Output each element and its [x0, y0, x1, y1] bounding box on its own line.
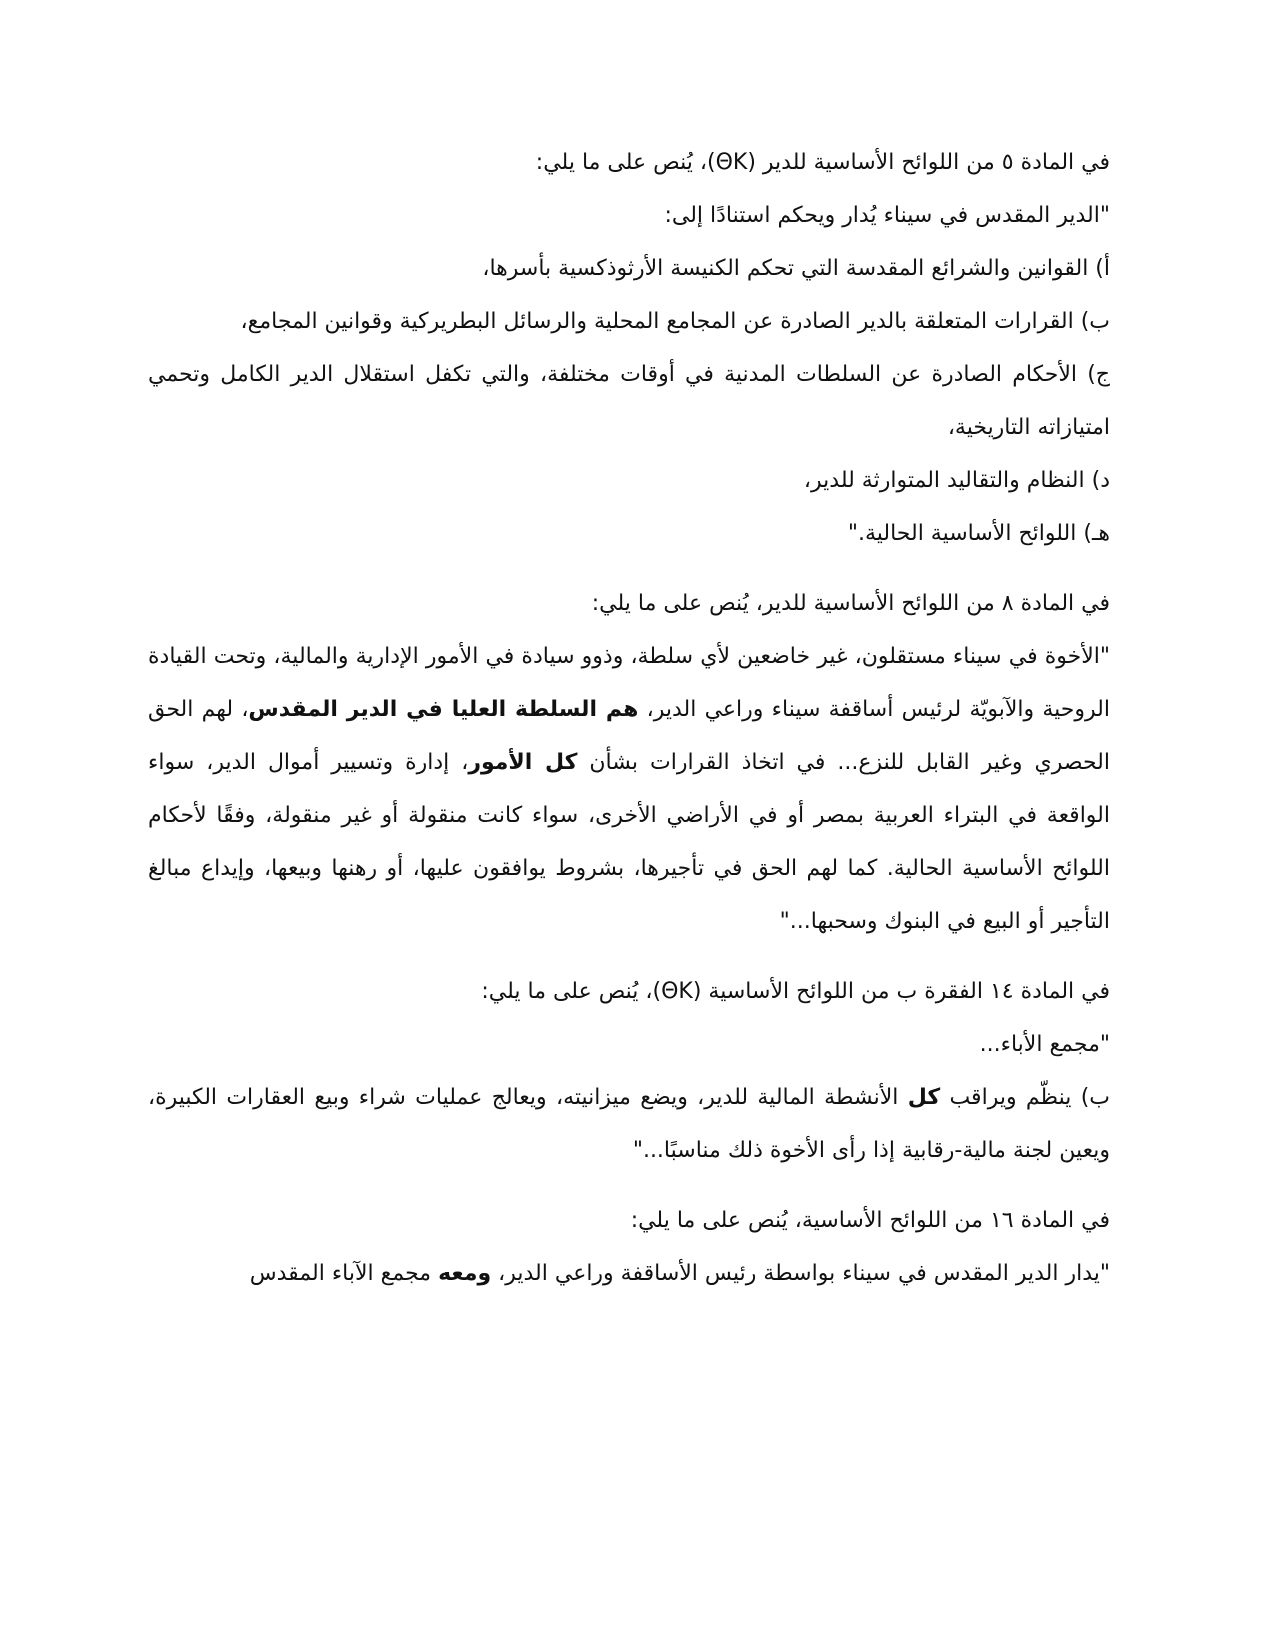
article-5-heading: في المادة ٥ من اللوائح الأساسية للدير (ΘK)، يُنص على ما يلي: — [535, 150, 1110, 175]
article-5-item-e: هـ) اللوائح الأساسية الحالية." — [847, 521, 1110, 546]
article-5-item-b: ب) القرارات المتعلقة بالدير الصادرة عن المجامع المحلية والرسائل البطريركية وقوانين المجامع، — [240, 309, 1110, 334]
article-8-quote — [148, 630, 1110, 948]
article-14-heading: في المادة ١٤ الفقرة ب من اللوائح الأساسية (ΘK)، يُنص على ما يلي: — [481, 979, 1110, 1004]
article-8-quote-part3: ، إدارة وتسيير أموال الدير، سواء الواقعة في البتراء العربية بمصر أو في الأراضي الأخرى، سواء كانت منقولة أو غير منقولة، وفقًا لأحكام اللوائح الأساسية الحالية. كما لهم الحق في تأجيرها، بشروط يوافقون عليها، أو رهنها وبيعها، وإيداع مبالغ التأجير أو البيع في البنوك وسحبها..." — [148, 750, 1110, 934]
article-8-quote-part2: ، لهم الحق الحصري وغير القابل للنزع... في اتخاذ القرارات بشأن — [148, 697, 1110, 775]
article-16-quote — [148, 1247, 1110, 1300]
document-page — [148, 136, 1110, 1300]
article-5-intro: "الدير المقدس في سيناء يُدار ويحكم استنادًا إلى: — [664, 203, 1110, 228]
article-5-item-d: د) النظام والتقاليد المتوارثة للدير، — [803, 468, 1110, 493]
article-14-section — [148, 965, 1110, 1177]
article-8-bold-supreme-authority: هم السلطة العليا في الدير المقدس — [248, 697, 639, 722]
article-16-quote-part1: "يدار الدير المقدس في سيناء بواسطة رئيس الأساقفة وراعي الدير، — [491, 1261, 1110, 1286]
article-5-item-a: أ) القوانين والشرائع المقدسة التي تحكم الكنيسة الأرثوذكسية بأسرها، — [482, 256, 1110, 281]
article-8-heading: في المادة ٨ من اللوائح الأساسية للدير، يُنص على ما يلي: — [591, 591, 1110, 616]
article-16-heading: في المادة ١٦ من اللوائح الأساسية، يُنص على ما يلي: — [630, 1208, 1110, 1233]
article-14-bold-all: كل — [907, 1085, 941, 1110]
article-16-quote-part2: مجمع الآباء المقدس — [249, 1261, 439, 1286]
article-16-bold-with-him: ومعه — [438, 1261, 492, 1286]
article-5-section — [148, 136, 1110, 560]
article-8-section — [148, 577, 1110, 948]
article-14-quote-part2: الأنشطة المالية للدير، ويضع ميزانيته، ويعالج عمليات شراء وبيع العقارات الكبيرة، ويعين لجنة مالية-رقابية إذا رأى الأخوة ذلك مناسبًا..." — [148, 1085, 1110, 1163]
article-8-quote-part1: "الأخوة في سيناء مستقلون، غير خاضعين لأي سلطة، وذوو سيادة في الأمور الإدارية والمالية، وتحت القيادة الروحية والآبويّة لرئيس أساقفة سيناء وراعي الدير، — [148, 644, 1110, 722]
article-14-quote-part1: ب) ينظّم ويراقب — [940, 1085, 1110, 1110]
article-14-intro: "مجمع الأباء... — [979, 1032, 1110, 1057]
article-14-quote — [148, 1071, 1110, 1177]
article-8-bold-all-matters: كل الأمور — [468, 750, 578, 775]
article-16-section — [148, 1194, 1110, 1300]
article-5-item-c: ج) الأحكام الصادرة عن السلطات المدنية في أوقات مختلفة، والتي تكفل استقلال الدير الكامل وتحمي امتيازاته التاريخية، — [148, 362, 1110, 440]
